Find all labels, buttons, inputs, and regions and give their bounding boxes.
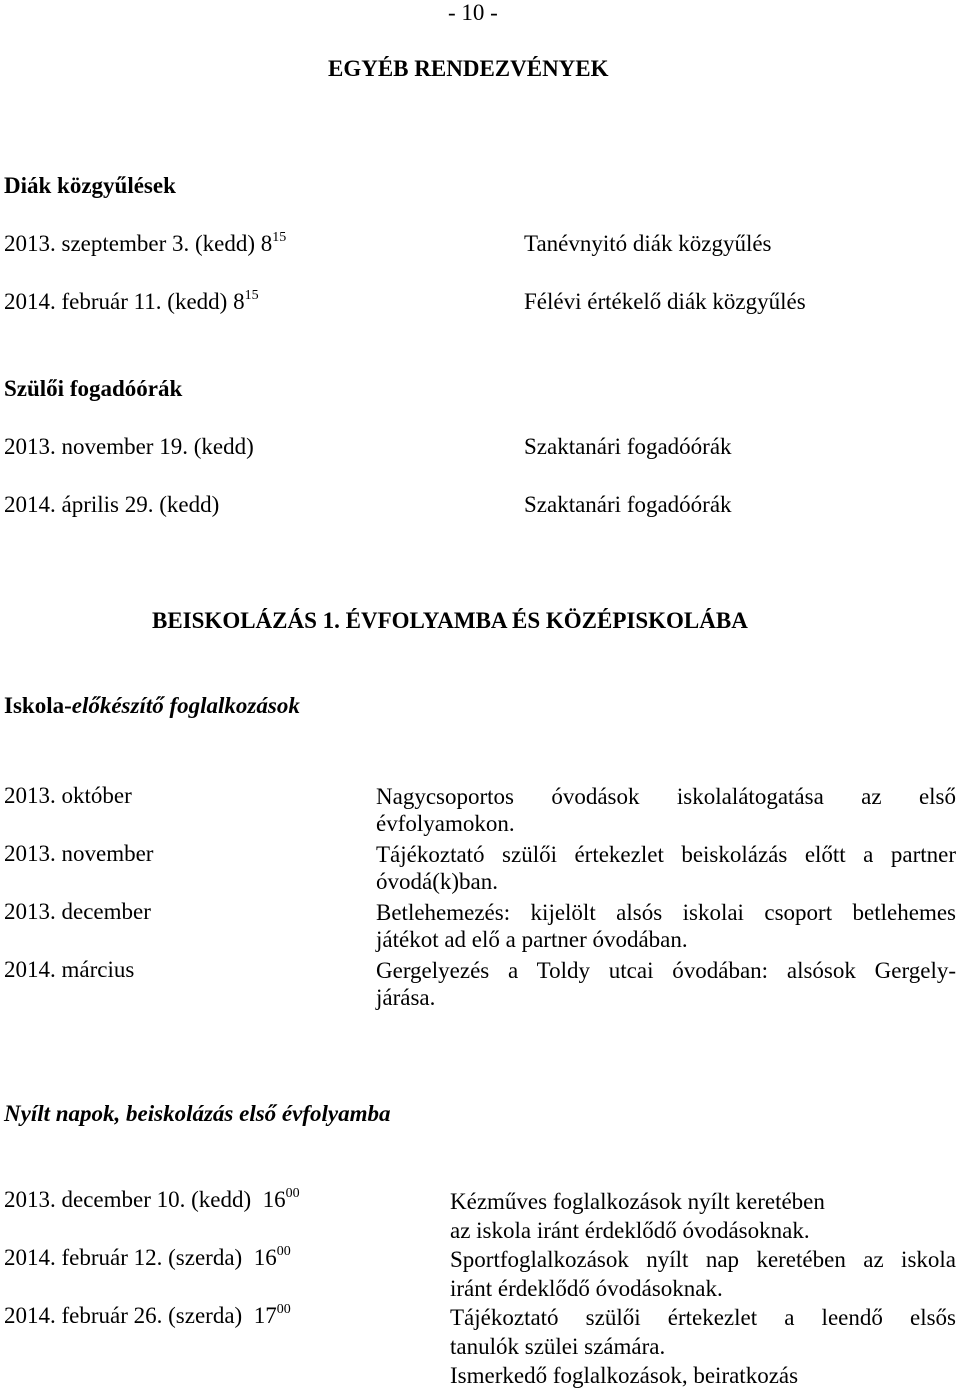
subsection-heading-iskola <box>4 693 300 719</box>
diak-row-1-desc: Tanévnyitó diák közgyűlés <box>524 231 772 256</box>
beisk-row-3-desc <box>376 899 956 953</box>
time-minutes: 00 <box>276 1244 291 1259</box>
date-text: 2014. február 11. (kedd) 8 <box>4 289 245 314</box>
desc-line: Ismerkedő foglalkozások, beiratkozás <box>450 1363 799 1388</box>
desc-line: Gergelyezés a Toldy utcai óvodában: alsósok Gergely- <box>376 958 956 983</box>
desc-line: iránt érdeklődő óvodásoknak. <box>450 1276 723 1301</box>
diak-row-2-desc: Félévi értékelő diák közgyűlés <box>524 289 806 314</box>
nyilt-row-1-desc <box>450 1187 956 1245</box>
szuloi-row-2-date: 2014. április 29. (kedd) <box>4 492 220 517</box>
desc-line: óvodá(k)ban. <box>376 869 498 894</box>
section-heading-diak: Diák közgyűlések <box>4 173 176 198</box>
desc-line: Tájékoztató szülői értekezlet beiskolázás előtt a partner <box>376 842 956 867</box>
beisk-row-1-date: 2013. október <box>4 783 132 808</box>
szuloi-row-2-desc: Szaktanári fogadóórák <box>524 492 732 517</box>
page-number: - 10 - <box>448 0 498 25</box>
page-title: EGYÉB RENDEZVÉNYEK <box>328 56 609 81</box>
date-text: 2013. szeptember 3. (kedd) 8 <box>4 231 273 256</box>
date-text: 2014. február 12. (szerda) 16 <box>4 1245 277 1270</box>
beisk-row-3-date: 2013. december <box>4 899 151 924</box>
nyilt-row-3-desc <box>450 1303 956 1390</box>
nyilt-row-2-desc <box>450 1245 956 1303</box>
desc-line: tanulók szülei számára. <box>450 1334 666 1359</box>
beisk-row-2-desc <box>376 841 956 895</box>
subheading-italic: előkészítő foglalkozások <box>71 693 300 718</box>
desc-line: Kézműves foglalkozások nyílt keretében <box>450 1189 825 1214</box>
time-minutes: 15 <box>272 230 287 245</box>
desc-line: járása. <box>376 985 436 1010</box>
desc-line: Tájékoztató szülői értekezlet a leendő elsős <box>450 1305 956 1330</box>
nyilt-row-2-date <box>4 1245 291 1271</box>
date-text: 2013. december 10. (kedd) 16 <box>4 1187 286 1212</box>
szuloi-row-1-desc: Szaktanári fogadóórák <box>524 434 732 459</box>
section-heading-nyilt: Nyílt napok, beiskolázás első évfolyamba <box>4 1101 391 1126</box>
beisk-row-4-desc <box>376 957 956 1011</box>
subheading-plain: Iskola- <box>4 693 72 718</box>
beisk-row-2-date: 2013. november <box>4 841 154 866</box>
desc-line: évfolyamokon. <box>376 811 515 836</box>
diak-row-1-date <box>4 231 286 257</box>
time-minutes: 00 <box>285 1186 300 1201</box>
date-text: 2014. február 26. (szerda) 17 <box>4 1303 277 1328</box>
section-heading-szuloi: Szülői fogadóórák <box>4 376 183 401</box>
nyilt-row-3-date <box>4 1303 291 1329</box>
desc-line: játékot ad elő a partner óvodában. <box>376 927 688 952</box>
time-minutes: 00 <box>276 1302 291 1317</box>
beisk-row-1-desc <box>376 783 956 837</box>
diak-row-2-date <box>4 289 259 315</box>
section-heading-beiskolazas: BEISKOLÁZÁS 1. ÉVFOLYAMBA ÉS KÖZÉPISKOLÁBA <box>152 608 748 633</box>
nyilt-row-1-date <box>4 1187 300 1213</box>
desc-line: Nagycsoportos óvodások iskolalátogatása az első <box>376 784 956 809</box>
desc-line: Sportfoglalkozások nyílt nap keretében az iskola <box>450 1247 956 1272</box>
szuloi-row-1-date: 2013. november 19. (kedd) <box>4 434 254 459</box>
desc-line: Betlehemezés: kijelölt alsós iskolai csoport betlehemes <box>376 900 956 925</box>
beisk-row-4-date: 2014. március <box>4 957 135 982</box>
desc-line: az iskola iránt érdeklődő óvodásoknak. <box>450 1218 810 1243</box>
time-minutes: 15 <box>244 288 259 303</box>
